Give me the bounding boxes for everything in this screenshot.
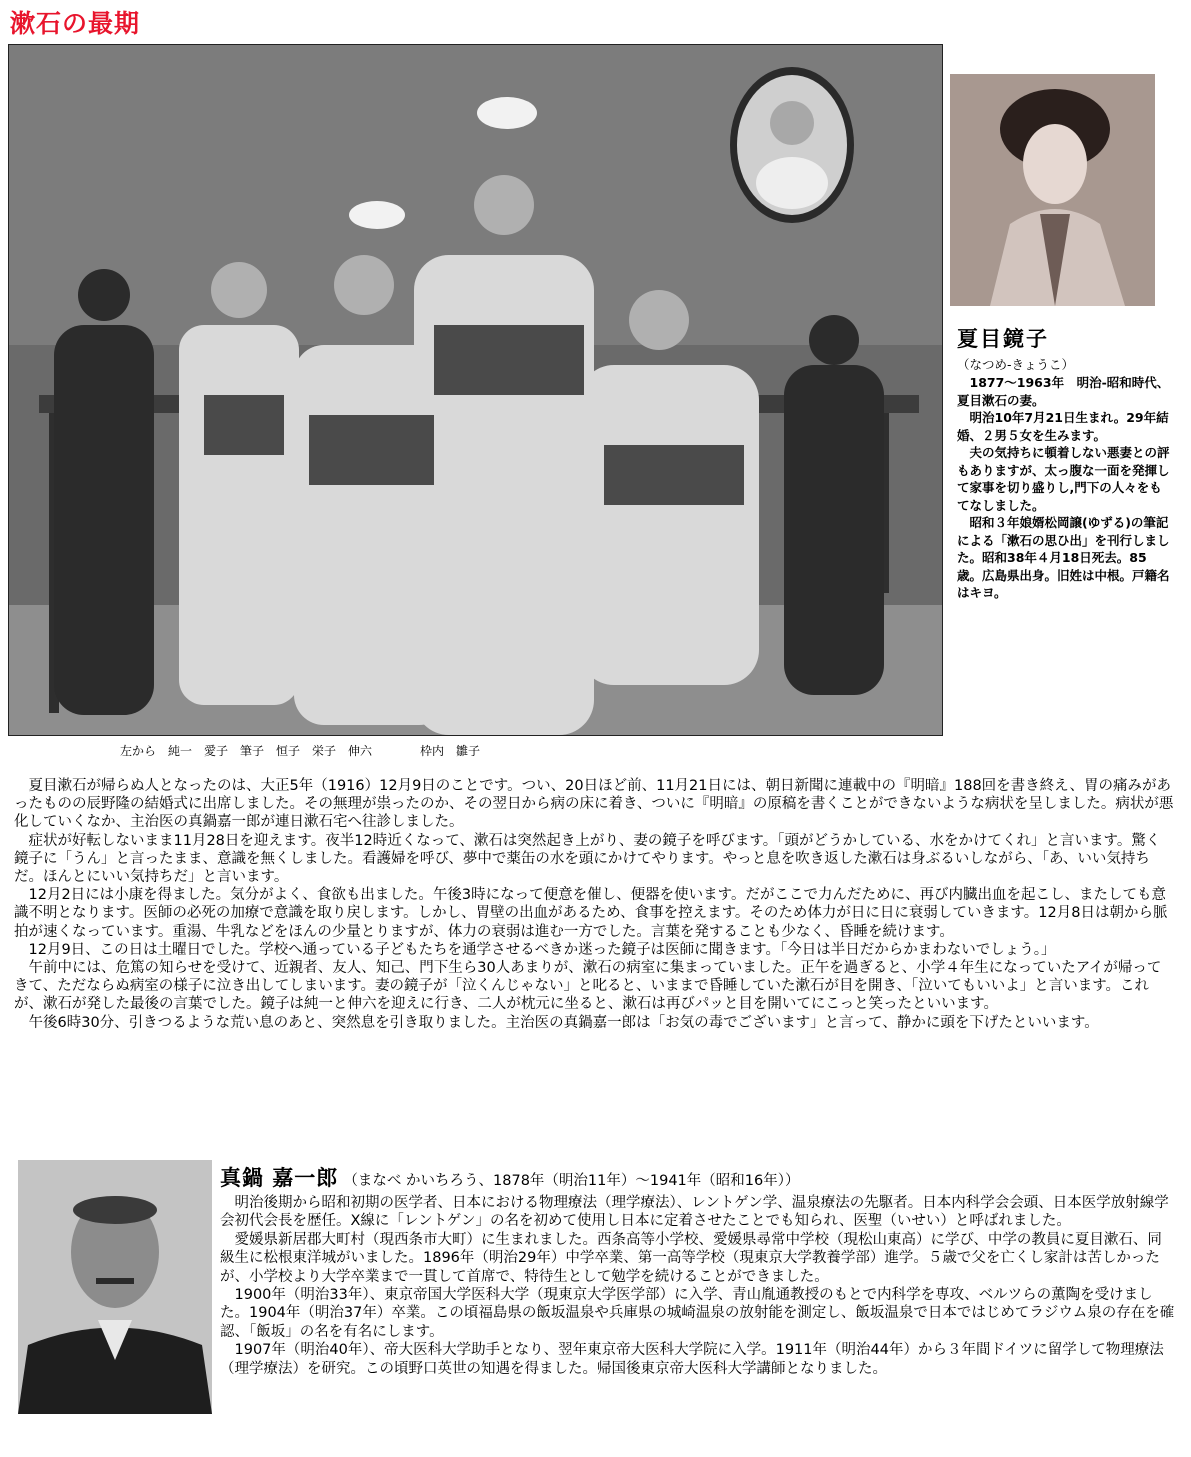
manabe-name: 真鍋 嘉一郎 <box>220 1166 339 1190</box>
manabe-bio-paragraph: 1900年（明治33年）、東京帝国大学医科大学（現東京大学医学部）に入学、青山胤通教授のもとで内科学を専攻、ベルツらの薫陶を受けました。1904年（明治37年）卒業。この頃福島県の飯坂温泉や兵庫県の城崎温泉の放射能を測定し、飯坂温泉で日本ではじめてラジウム泉の存在を確認、「飯坂」の名を有名にします。 <box>220 1287 1175 1340</box>
article-paragraph: 12月9日、この日は土曜日でした。学校へ通っている子どもたちを通学させるべきか迷った鏡子は医師に聞きます。「今日は半日だからかまわないでしょう。」 <box>28 941 1056 958</box>
photo-caption: 左から 純一 愛子 筆子 恒子 栄子 伸六 枠内 雛子 <box>120 744 481 758</box>
article-paragraph: 午後6時30分、引きつるような荒い息のあと、突然息を引き取りました。主治医の真鍋嘉一郎は「お気の毒でございます」と言って、静かに頭を下げたといいます。 <box>28 1014 1099 1031</box>
page-title: 漱石の最期 <box>10 9 141 38</box>
kyoko-bio <box>957 374 1170 602</box>
kyoko-name: 夏目鏡子 <box>957 327 1049 351</box>
family-photo <box>8 44 943 736</box>
kyoko-portrait <box>950 74 1155 306</box>
manabe-portrait <box>18 1160 212 1414</box>
manabe-heading <box>220 1166 1175 1193</box>
kyoko-bio-paragraph: 夫の気持ちに頓着しない悪妻との評もありますが、太っ腹な一面を発揮して家事を切り盛りし,門下の人々をもてなしました。 <box>957 445 1170 513</box>
article-paragraph: 12月2日には小康を得ました。気分がよく、食欲も出ました。午後3時になって便意を催し、便器を使います。だがここで力んだために、再び内臓出血を起こし、またしても意識不明となります。医師の必死の加療で意識を取り戻します。しかし、胃壁の出血があるため、食事を控えます。そのため体力が日に日に衰弱していきます。12月8日は朝から脈拍が速くなっています。重湯、牛乳などをほんの少量とりますが、体力の衰弱は進む一方でした。言葉を発することも少なく、昏睡を続けます。 <box>14 887 1168 940</box>
kyoko-bio-paragraph: 明治10年7月21日生まれ。29年結婚、２男５女を生みます。 <box>957 410 1169 443</box>
kyoko-bio-paragraph: 1877〜1963年 明治-昭和時代、夏目漱石の妻。 <box>957 375 1170 408</box>
main-article <box>14 777 1174 1032</box>
kyoko-reading: （なつめ-きょうこ） <box>957 357 1075 372</box>
manabe-dates: （まなべ かいちろう、1878年（明治11年）〜1941年（昭和16年）） <box>343 1173 800 1189</box>
manabe-profile <box>220 1166 1175 1378</box>
manabe-bio-paragraph: 明治後期から昭和初期の医学者、日本における物理療法（理学療法）、レントゲン学、温泉療法の先駆者。日本内科学会会頭、日本医学放射線学会初代会長を歴任。X線に「レントゲン」の名を初めて使用し日本に定着させたことでも知られ、医聖（いせい）と呼ばれました。 <box>220 1195 1169 1230</box>
article-paragraph: 症状が好転しないまま11月28日を迎えます。夜半12時近くなって、漱石は突然起き上がり、妻の鏡子を呼びます。「頭がどうかしている、水をかけてくれ」と言います。驚く鏡子に「うん」と言ったまま、意識を無くしました。看護婦を呼び、夢中で薬缶の水を頭にかけてやります。やっと息を吹き返した漱石は身ぶるいしながら、「あ、いい気持ちだ。ほんとにいい気持ちだ」と言います。 <box>14 832 1161 886</box>
manabe-bio-paragraph: 愛媛県新居郡大町村（現西条市大町）に生まれました。西条高等小学校、愛媛県尋常中学校（現松山東高）に学び、中学の教員に夏目漱石、同級生に松根東洋城がいました。1896年（明治29年）中学卒業、第一高等学校（現東京大学教養学部）進学。５歳で父を亡くし家計は苦しかったが、小学校より大学卒業まで一貫して首席で、特待生として勉学を続けることができました。 <box>220 1231 1162 1285</box>
kyoko-bio-paragraph: 昭和３年娘婿松岡譲(ゆずる)の筆記による「漱石の思ひ出」を刊行しました。昭和38年４月18日死去。85歳。広島県出身。旧姓は中根。戸籍名はキヨ。 <box>957 515 1170 600</box>
kyoko-profile <box>957 323 1170 602</box>
article-paragraph: 夏目漱石が帰らぬ人となったのは、大正5年（1916）12月9日のことです。つい、20日ほど前、11月21日には、朝日新聞に連載中の『明暗』188回を書き終え、胃の痛みがあったものの辰野隆の結婚式に出席しました。その無理が祟ったのか、その翌日から病の床に着き、ついに『明暗』の原稿を書くことができないような病状を呈しました。病状が悪化していくなか、主治医の真鍋嘉一郎が連日漱石宅へ往診しました。 <box>14 778 1174 831</box>
manabe-bio <box>220 1194 1175 1378</box>
article-paragraph: 午前中には、危篤の知らせを受けて、近親者、友人、知己、門下生ら30人あまりが、漱石の病室に集まっていました。正午を過ぎると、小学４年生になっていたアイが帰ってきて、ただならぬ病室の様子に泣き出してしまいます。妻の鏡子が「泣くんじゃない」と叱ると、いままで昏睡していた漱石が目を開き、「泣いてもいいよ」と言います。これが、漱石が発した最後の言葉でした。鏡子は純一と伸六を迎えに行き、二人が枕元に坐ると、漱石は再びパッと目を開いてにこっと笑ったといいます。 <box>14 960 1162 1013</box>
manabe-bio-paragraph: 1907年（明治40年）、帝大医科大学助手となり、翌年東京帝大医科大学院に入学。1911年（明治44年）から３年間ドイツに留学して物理療法（理学療法）を研究。この頃野口英世の知遇を得ました。帰国後東京帝大医科大学講師となりました。 <box>220 1342 1164 1377</box>
